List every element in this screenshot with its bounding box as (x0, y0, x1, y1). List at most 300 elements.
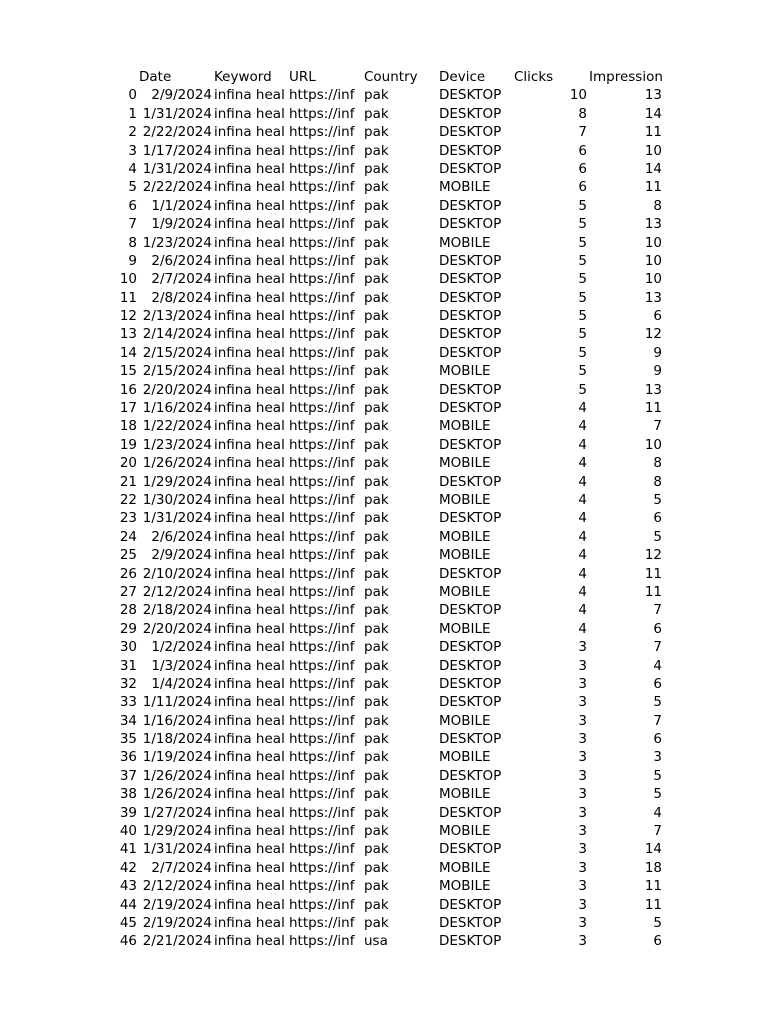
cell-date: 2/15/2024 (142, 344, 212, 361)
cell-keyword: infina heal (214, 528, 285, 545)
cell-clicks: 3 (578, 675, 587, 692)
cell-date: 2/15/2024 (142, 363, 212, 380)
cell-date: 1/17/2024 (142, 142, 212, 159)
cell-impression: 13 (644, 87, 662, 104)
cell-index: 44 (119, 896, 137, 913)
cell-date: 2/20/2024 (142, 620, 212, 637)
table-row (0, 730, 768, 748)
cell-country: pak (364, 547, 389, 564)
table-row (0, 473, 768, 491)
cell-device: MOBILE (439, 528, 491, 545)
table-row (0, 546, 768, 564)
cell-index: 25 (119, 547, 137, 564)
cell-impression: 7 (653, 418, 662, 435)
cell-keyword: infina heal (214, 179, 285, 196)
cell-url: https://inf (289, 142, 355, 159)
cell-index: 22 (119, 491, 137, 508)
cell-impression: 11 (644, 583, 662, 600)
cell-date: 1/31/2024 (142, 160, 212, 177)
cell-impression: 7 (653, 602, 662, 619)
cell-date: 1/4/2024 (151, 675, 212, 692)
table-row (0, 620, 768, 638)
cell-impression: 6 (653, 308, 662, 325)
cell-date: 2/22/2024 (142, 179, 212, 196)
cell-url: https://inf (289, 363, 355, 380)
cell-clicks: 10 (569, 87, 587, 104)
cell-device: MOBILE (439, 363, 491, 380)
cell-keyword: infina heal (214, 124, 285, 141)
cell-keyword: infina heal (214, 160, 285, 177)
cell-impression: 3 (653, 749, 662, 766)
cell-date: 2/21/2024 (142, 933, 212, 950)
cell-country: pak (364, 878, 389, 895)
cell-index: 45 (119, 914, 137, 931)
cell-device: DESKTOP (439, 308, 502, 325)
cell-keyword: infina heal (214, 786, 285, 803)
cell-index: 8 (128, 234, 137, 251)
cell-clicks: 4 (578, 620, 587, 637)
cell-device: DESKTOP (439, 639, 502, 656)
cell-country: pak (364, 896, 389, 913)
cell-clicks: 4 (578, 565, 587, 582)
cell-url: https://inf (289, 160, 355, 177)
cell-url: https://inf (289, 234, 355, 251)
cell-date: 1/22/2024 (142, 418, 212, 435)
cell-clicks: 3 (578, 896, 587, 913)
cell-clicks: 5 (578, 271, 587, 288)
table-row (0, 252, 768, 270)
table-row (0, 491, 768, 509)
cell-impression: 7 (653, 712, 662, 729)
cell-device: DESKTOP (439, 657, 502, 674)
table-row (0, 638, 768, 656)
cell-keyword: infina heal (214, 620, 285, 637)
cell-url: https://inf (289, 675, 355, 692)
cell-impression: 6 (653, 731, 662, 748)
table-row (0, 234, 768, 252)
cell-country: pak (364, 436, 389, 453)
cell-impression: 11 (644, 124, 662, 141)
cell-url: https://inf (289, 767, 355, 784)
cell-index: 33 (119, 694, 137, 711)
cell-date: 2/6/2024 (151, 252, 212, 269)
cell-index: 36 (119, 749, 137, 766)
cell-date: 2/9/2024 (151, 87, 212, 104)
cell-clicks: 4 (578, 510, 587, 527)
cell-index: 46 (119, 933, 137, 950)
cell-country: pak (364, 510, 389, 527)
cell-index: 3 (128, 142, 137, 159)
cell-url: https://inf (289, 289, 355, 306)
data-table (0, 68, 768, 951)
cell-clicks: 3 (578, 841, 587, 858)
cell-device: DESKTOP (439, 510, 502, 527)
cell-device: MOBILE (439, 547, 491, 564)
cell-device: DESKTOP (439, 731, 502, 748)
table-row (0, 932, 768, 950)
cell-impression: 11 (644, 179, 662, 196)
cell-index: 29 (119, 620, 137, 637)
cell-date: 1/16/2024 (142, 712, 212, 729)
cell-impression: 4 (653, 657, 662, 674)
cell-clicks: 3 (578, 657, 587, 674)
cell-url: https://inf (289, 271, 355, 288)
cell-index: 40 (119, 823, 137, 840)
cell-index: 10 (119, 271, 137, 288)
cell-url: https://inf (289, 712, 355, 729)
cell-device: DESKTOP (439, 933, 502, 950)
cell-index: 35 (119, 731, 137, 748)
cell-device: DESKTOP (439, 216, 502, 233)
table-row (0, 859, 768, 877)
cell-url: https://inf (289, 841, 355, 858)
cell-url: https://inf (289, 179, 355, 196)
cell-keyword: infina heal (214, 418, 285, 435)
cell-keyword: infina heal (214, 675, 285, 692)
cell-keyword: infina heal (214, 547, 285, 564)
cell-url: https://inf (289, 344, 355, 361)
cell-country: pak (364, 179, 389, 196)
cell-impression: 8 (653, 197, 662, 214)
cell-country: pak (364, 400, 389, 417)
cell-url: https://inf (289, 547, 355, 564)
cell-index: 23 (119, 510, 137, 527)
cell-date: 1/9/2024 (151, 216, 212, 233)
cell-device: MOBILE (439, 786, 491, 803)
column-header-date: Date (139, 69, 172, 85)
table-row (0, 436, 768, 454)
cell-device: DESKTOP (439, 289, 502, 306)
cell-device: MOBILE (439, 859, 491, 876)
cell-clicks: 3 (578, 933, 587, 950)
cell-clicks: 3 (578, 914, 587, 931)
cell-keyword: infina heal (214, 363, 285, 380)
cell-clicks: 6 (578, 179, 587, 196)
cell-country: pak (364, 767, 389, 784)
cell-impression: 6 (653, 620, 662, 637)
cell-country: pak (364, 326, 389, 343)
cell-index: 5 (128, 179, 137, 196)
cell-device: DESKTOP (439, 914, 502, 931)
cell-device: DESKTOP (439, 565, 502, 582)
cell-country: pak (364, 124, 389, 141)
cell-clicks: 3 (578, 823, 587, 840)
cell-date: 1/29/2024 (142, 823, 212, 840)
table-row (0, 822, 768, 840)
cell-keyword: infina heal (214, 602, 285, 619)
cell-index: 30 (119, 639, 137, 656)
cell-device: DESKTOP (439, 252, 502, 269)
cell-keyword: infina heal (214, 216, 285, 233)
table-row (0, 197, 768, 215)
cell-clicks: 5 (578, 197, 587, 214)
cell-url: https://inf (289, 878, 355, 895)
cell-date: 1/29/2024 (142, 473, 212, 490)
cell-date: 2/7/2024 (151, 271, 212, 288)
cell-clicks: 4 (578, 528, 587, 545)
cell-keyword: infina heal (214, 565, 285, 582)
cell-device: MOBILE (439, 234, 491, 251)
cell-clicks: 5 (578, 308, 587, 325)
cell-url: https://inf (289, 933, 355, 950)
cell-keyword: infina heal (214, 344, 285, 361)
cell-date: 1/23/2024 (142, 436, 212, 453)
column-header-device: Device (439, 69, 486, 85)
cell-device: DESKTOP (439, 326, 502, 343)
cell-country: pak (364, 583, 389, 600)
cell-clicks: 4 (578, 547, 587, 564)
cell-url: https://inf (289, 749, 355, 766)
table-row (0, 160, 768, 178)
table-row (0, 583, 768, 601)
cell-country: pak (364, 381, 389, 398)
cell-impression: 5 (653, 491, 662, 508)
table-row (0, 914, 768, 932)
cell-index: 0 (128, 87, 137, 104)
cell-index: 13 (119, 326, 137, 343)
cell-country: pak (364, 657, 389, 674)
table-row (0, 896, 768, 914)
table-row (0, 657, 768, 675)
cell-date: 1/23/2024 (142, 234, 212, 251)
table-row (0, 123, 768, 141)
cell-device: MOBILE (439, 179, 491, 196)
cell-country: pak (364, 344, 389, 361)
cell-keyword: infina heal (214, 473, 285, 490)
cell-keyword: infina heal (214, 455, 285, 472)
cell-country: pak (364, 565, 389, 582)
cell-index: 32 (119, 675, 137, 692)
table-row (0, 399, 768, 417)
cell-device: DESKTOP (439, 271, 502, 288)
cell-clicks: 4 (578, 583, 587, 600)
cell-country: pak (364, 859, 389, 876)
cell-impression: 10 (644, 234, 662, 251)
cell-date: 2/12/2024 (142, 878, 212, 895)
cell-clicks: 3 (578, 749, 587, 766)
cell-clicks: 4 (578, 418, 587, 435)
cell-date: 1/26/2024 (142, 455, 212, 472)
cell-clicks: 5 (578, 381, 587, 398)
cell-country: pak (364, 528, 389, 545)
cell-impression: 11 (644, 565, 662, 582)
table-row (0, 804, 768, 822)
cell-impression: 10 (644, 252, 662, 269)
cell-index: 39 (119, 804, 137, 821)
table-row (0, 840, 768, 858)
cell-country: pak (364, 712, 389, 729)
cell-date: 1/16/2024 (142, 400, 212, 417)
table-row (0, 454, 768, 472)
cell-index: 27 (119, 583, 137, 600)
cell-device: DESKTOP (439, 896, 502, 913)
cell-url: https://inf (289, 124, 355, 141)
cell-country: pak (364, 216, 389, 233)
cell-index: 4 (128, 160, 137, 177)
cell-country: pak (364, 841, 389, 858)
cell-url: https://inf (289, 565, 355, 582)
cell-clicks: 3 (578, 859, 587, 876)
cell-country: pak (364, 105, 389, 122)
table-row (0, 528, 768, 546)
cell-impression: 10 (644, 271, 662, 288)
cell-date: 1/3/2024 (151, 657, 212, 674)
cell-keyword: infina heal (214, 87, 285, 104)
cell-impression: 5 (653, 786, 662, 803)
cell-country: pak (364, 639, 389, 656)
cell-index: 31 (119, 657, 137, 674)
cell-device: DESKTOP (439, 602, 502, 619)
table-row (0, 748, 768, 766)
cell-date: 1/26/2024 (142, 786, 212, 803)
table-row (0, 86, 768, 104)
cell-country: pak (364, 731, 389, 748)
cell-keyword: infina heal (214, 271, 285, 288)
cell-index: 34 (119, 712, 137, 729)
table-row (0, 417, 768, 435)
cell-device: DESKTOP (439, 804, 502, 821)
cell-impression: 5 (653, 914, 662, 931)
cell-clicks: 3 (578, 712, 587, 729)
cell-keyword: infina heal (214, 583, 285, 600)
cell-country: pak (364, 804, 389, 821)
cell-index: 38 (119, 786, 137, 803)
cell-impression: 11 (644, 400, 662, 417)
cell-clicks: 4 (578, 602, 587, 619)
cell-keyword: infina heal (214, 105, 285, 122)
cell-index: 11 (119, 289, 137, 306)
cell-index: 16 (119, 381, 137, 398)
cell-url: https://inf (289, 914, 355, 931)
cell-device: DESKTOP (439, 694, 502, 711)
cell-impression: 11 (644, 878, 662, 895)
cell-date: 1/31/2024 (142, 105, 212, 122)
cell-index: 7 (128, 216, 137, 233)
cell-impression: 13 (644, 289, 662, 306)
cell-url: https://inf (289, 491, 355, 508)
cell-index: 41 (119, 841, 137, 858)
cell-keyword: infina heal (214, 381, 285, 398)
cell-url: https://inf (289, 896, 355, 913)
cell-keyword: infina heal (214, 510, 285, 527)
cell-url: https://inf (289, 786, 355, 803)
cell-device: MOBILE (439, 455, 491, 472)
table-row (0, 381, 768, 399)
cell-country: pak (364, 914, 389, 931)
cell-date: 1/30/2024 (142, 491, 212, 508)
cell-keyword: infina heal (214, 933, 285, 950)
cell-country: pak (364, 491, 389, 508)
cell-index: 18 (119, 418, 137, 435)
table-row (0, 767, 768, 785)
cell-clicks: 3 (578, 639, 587, 656)
cell-index: 9 (128, 252, 137, 269)
table-row (0, 307, 768, 325)
column-header-url: URL (289, 69, 316, 85)
cell-impression: 9 (653, 363, 662, 380)
table-row (0, 675, 768, 693)
cell-device: MOBILE (439, 823, 491, 840)
cell-keyword: infina heal (214, 491, 285, 508)
cell-index: 19 (119, 436, 137, 453)
cell-country: pak (364, 455, 389, 472)
cell-clicks: 5 (578, 363, 587, 380)
cell-keyword: infina heal (214, 914, 285, 931)
cell-index: 28 (119, 602, 137, 619)
cell-url: https://inf (289, 528, 355, 545)
cell-impression: 4 (653, 804, 662, 821)
table-row (0, 142, 768, 160)
cell-clicks: 6 (578, 142, 587, 159)
cell-country: pak (364, 418, 389, 435)
cell-country: pak (364, 252, 389, 269)
cell-keyword: infina heal (214, 234, 285, 251)
table-row (0, 877, 768, 895)
cell-device: MOBILE (439, 418, 491, 435)
cell-index: 21 (119, 473, 137, 490)
cell-url: https://inf (289, 731, 355, 748)
cell-keyword: infina heal (214, 639, 285, 656)
cell-keyword: infina heal (214, 197, 285, 214)
cell-impression: 5 (653, 767, 662, 784)
cell-impression: 10 (644, 436, 662, 453)
cell-url: https://inf (289, 252, 355, 269)
cell-keyword: infina heal (214, 326, 285, 343)
cell-device: DESKTOP (439, 436, 502, 453)
cell-impression: 7 (653, 823, 662, 840)
cell-clicks: 4 (578, 436, 587, 453)
cell-device: DESKTOP (439, 400, 502, 417)
cell-country: pak (364, 142, 389, 159)
cell-keyword: infina heal (214, 436, 285, 453)
cell-keyword: infina heal (214, 878, 285, 895)
cell-keyword: infina heal (214, 749, 285, 766)
cell-url: https://inf (289, 400, 355, 417)
cell-date: 1/26/2024 (142, 767, 212, 784)
cell-clicks: 5 (578, 216, 587, 233)
table-row (0, 362, 768, 380)
cell-index: 20 (119, 455, 137, 472)
cell-clicks: 8 (578, 105, 587, 122)
cell-url: https://inf (289, 308, 355, 325)
cell-index: 6 (128, 197, 137, 214)
cell-country: pak (364, 749, 389, 766)
cell-date: 2/22/2024 (142, 124, 212, 141)
cell-clicks: 5 (578, 344, 587, 361)
cell-device: DESKTOP (439, 142, 502, 159)
cell-country: pak (364, 694, 389, 711)
cell-impression: 6 (653, 933, 662, 950)
cell-url: https://inf (289, 639, 355, 656)
table-row (0, 565, 768, 583)
cell-impression: 13 (644, 381, 662, 398)
cell-keyword: infina heal (214, 657, 285, 674)
cell-url: https://inf (289, 510, 355, 527)
column-header-clicks: Clicks (514, 69, 554, 85)
cell-index: 24 (119, 528, 137, 545)
cell-date: 2/8/2024 (151, 289, 212, 306)
cell-clicks: 4 (578, 400, 587, 417)
cell-clicks: 7 (578, 124, 587, 141)
cell-url: https://inf (289, 436, 355, 453)
cell-keyword: infina heal (214, 767, 285, 784)
cell-date: 2/9/2024 (151, 547, 212, 564)
column-header-impression: Impression (589, 69, 663, 85)
table-row (0, 509, 768, 527)
cell-clicks: 5 (578, 252, 587, 269)
cell-date: 1/1/2024 (151, 197, 212, 214)
cell-device: MOBILE (439, 583, 491, 600)
